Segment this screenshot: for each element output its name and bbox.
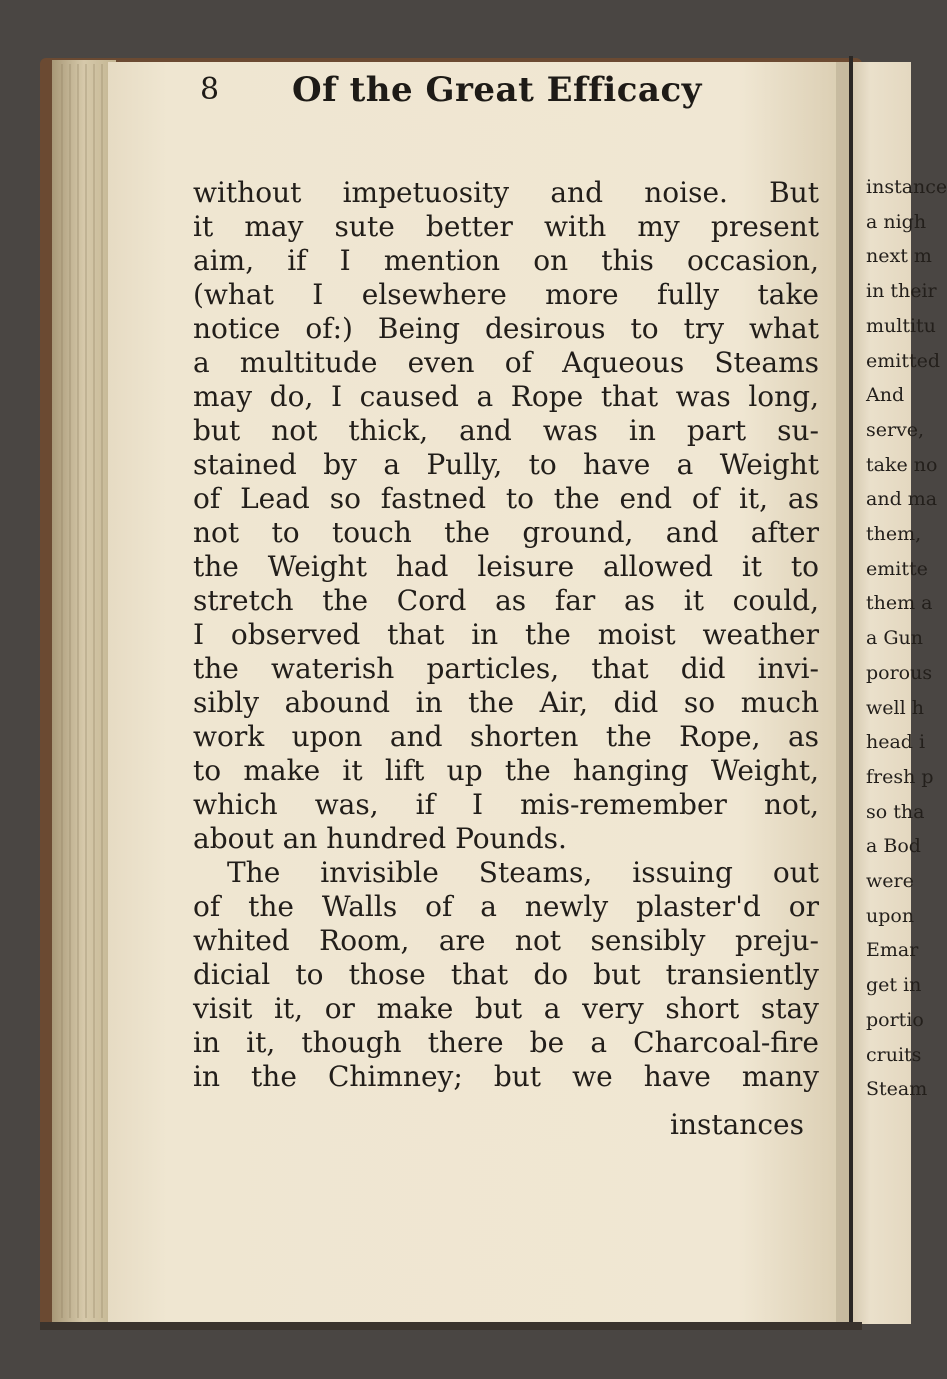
text-line: of the Walls of a newly plaster'd or [193,890,819,923]
facing-text-line: Emar [866,939,919,962]
body-text [193,176,819,1094]
text-line: work upon and shorten the Rope, as [193,720,819,753]
facing-text-line: And [866,384,905,407]
facing-text-line: them a [866,592,933,615]
facing-text-line: were [866,870,914,893]
text-line: in the Chimney; but we have many [193,1060,819,1093]
facing-text-line: and ma [866,488,938,511]
facing-text-line: take no [866,453,938,476]
text-line: of Lead so fastned to the end of it, as [193,482,819,515]
facing-text-line: Steam [866,1078,928,1101]
facing-text-line: serve, [866,418,925,441]
facing-text-line: a Bod [866,835,921,858]
facing-text-line: get in [866,974,922,997]
facing-text-line: instance [866,176,947,198]
facing-text-line: a Gun [866,627,924,650]
facing-text-line: multitu [866,314,936,337]
text-line: not to touch the ground, and after [193,516,819,549]
facing-text-line: emitted [866,349,941,372]
text-line: whited Room, are not sensibly preju- [193,924,819,957]
page-number: 8 [200,72,220,107]
facing-text-line: well h [866,696,924,719]
facing-text-line: fresh p [866,765,934,788]
text-line: without impetuosity and noise. But [193,176,819,209]
text-line: may do, I caused a Rope that was long, [193,380,819,413]
facing-page-text [866,170,947,1107]
catchword: instances [670,1108,804,1141]
text-line: it may sute better with my present [193,210,819,243]
text-line: I observed that in the moist weather [193,618,819,651]
facing-text-line: a nigh [866,210,927,233]
facing-text-line: head i [866,731,926,754]
text-line: which was, if I mis-remember not, [193,788,819,821]
text-line: stained by a Pully, to have a Weight [193,448,819,481]
text-line: to make it lift up the hanging Weight, [193,754,819,787]
text-line: dicial to those that do but transiently [193,958,819,991]
text-line: in it, though there be a Charcoal-fire [193,1026,819,1059]
text-line: the waterish particles, that did invi- [193,652,819,685]
running-title: Of the Great Efficacy [292,70,702,110]
facing-text-line: emitte [866,557,928,580]
text-line: visit it, or make but a very short stay [193,992,819,1025]
running-header [200,70,760,130]
facing-text-line: next m [866,245,932,268]
text-line: a multitude even of Aqueous Steams [193,346,819,379]
text-line: aim, if I mention on this occasion, [193,244,819,277]
facing-text-line: them, [866,523,922,546]
text-line: (what I elsewhere more fully take [193,278,819,311]
text-line: The invisible Steams, issuing out [227,856,819,889]
text-line: notice of:) Being desirous to try what [193,312,819,345]
text-line: sibly abound in the Air, did so much [193,686,819,719]
facing-text-line: upon [866,904,915,927]
text-line: stretch the Cord as far as it could, [193,584,819,617]
text-line: but not thick, and was in part su- [193,414,819,447]
facing-text-line: in their [866,280,937,303]
facing-text-line: cruits [866,1043,922,1066]
text-line: about an hundred Pounds. [193,822,567,855]
text-line: the Weight had leisure allowed it to [193,550,819,583]
facing-text-line: porous [866,661,933,684]
facing-text-line: portio [866,1008,924,1031]
facing-text-line: so tha [866,800,925,823]
